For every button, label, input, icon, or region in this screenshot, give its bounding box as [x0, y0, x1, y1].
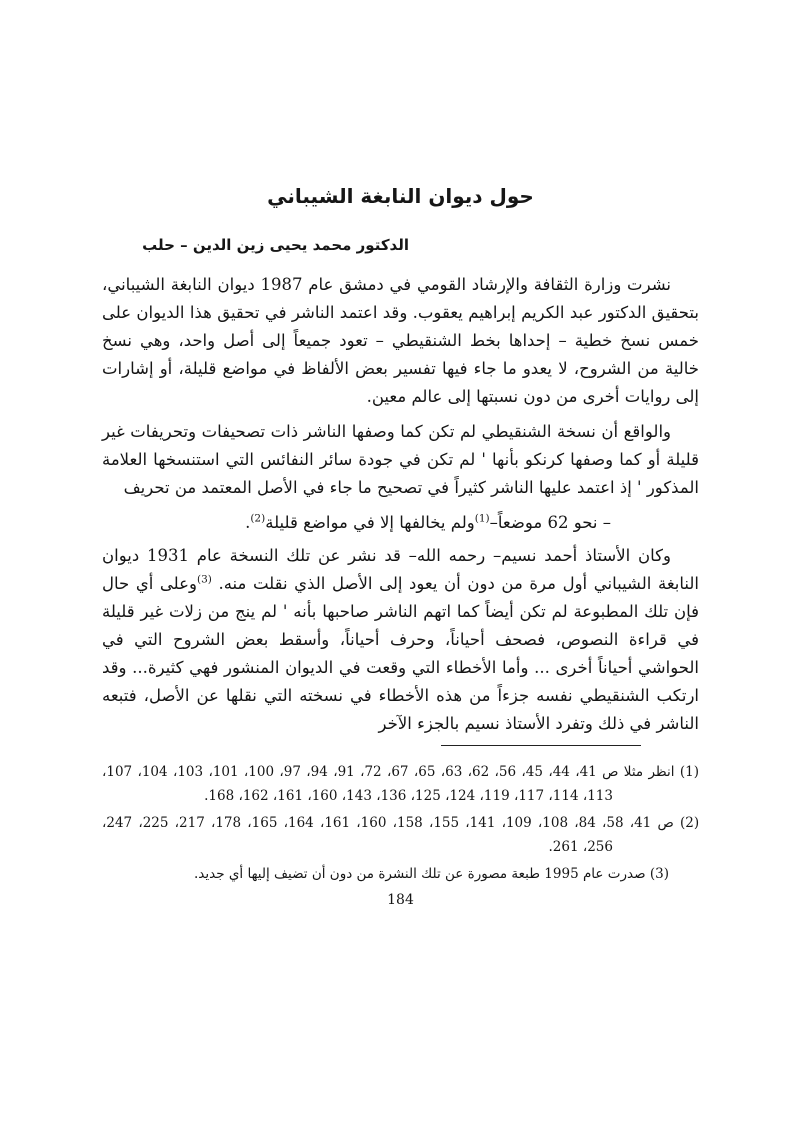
- footnote-separator: [441, 745, 641, 746]
- page-title: حول ديوان النابغة الشيباني: [267, 184, 534, 208]
- footnote-ref: (1): [474, 512, 490, 525]
- body-paragraph: نشرت وزارة الثقافة والإرشاد القومي في دمشق عام 1987 ديوان النابغة الشيباني، بتحقيق الدكتور عبد الكريم إبراهيم يعقوب. وقد اعتمد الناشر في تحقيق هذا الديوان على خمس نسخ خطية – إحداها بخط الشنقيطي – تعود جميعاً إلى أصل واحد، وهي نسخ خالية من الشروح، لا يعدو ما جاء فيها تفسير بعض الألفاظ في مواضع قليلة، أو إشارات إلى روايات أخرى من دون نسبتها إلى عالم معين.: [102, 275, 699, 406]
- footnote-text: ص 41، 58، 84، 108، 109، 141، 155، 158، 160، 161، 164، 165، 178، 217، 225، 247، 256، 261.: [102, 815, 680, 855]
- footnote-text: انظر مثلا ص 41، 44، 45، 56، 62، 63، 65، 67، 72، 91، 94، 97، 100، 101، 103، 104، 107، 113، 114، 117، 119، 124، 125، 136، 143، 160، 161، 162، 168.: [102, 764, 680, 804]
- body-paragraph: والواقع أن نسخة الشنقيطي لم تكن كما وصفها الناشر ذات تصحيفات وتحريفات غير قليلة أو كما وصفها كرنكو بأنها ' لم تكن في جودة سائر النفائس التي استنسخها العلامة المذكور ' إذ اعتمد عليها الناشر كثيراً في تصحيح ما جاء في الأصل المعتمد من تحريف: [102, 422, 699, 497]
- article-body: [102, 271, 699, 738]
- footnote-text: صدرت عام 1995 طبعة مصورة عن تلك النشرة من دون أن تضيف إليها أي جديد.: [194, 866, 650, 882]
- footnotes-section: [102, 760, 699, 886]
- footnote-marker: (3): [649, 866, 669, 882]
- footnote-ref: (3): [196, 573, 212, 586]
- page-content: [102, 183, 699, 908]
- footnote-marker: (1): [679, 764, 699, 780]
- footnote-item: [102, 760, 699, 808]
- body-paragraph: وكان الأستاذ أحمد نسيم– رحمه الله– قد نشر عن تلك النسخة عام 1931 ديوان النابغة الشيباني أول مرة من دون أن يعود إلى الأصل الذي نقلت منه. $^{(3)}$وعلى أي حال فإن تلك المطبوعة لم تكن أيضاً كما اتهم الناشر صاحبها بأنه ' لم ينج من زلات غير قليلة في قراءة النصوص، فصحف أحياناً، وحرف أحياناً، وأسقط بعض الشروح التي في الحواشي أحياناً أخرى ... وأما الأخطاء التي وقعت في الديوان المنشور فهي كثيرة... وقد ارتكب الشنقيطي نفسه جزءاً من هذه الأخطاء في نسخته التي نقلها عن الأصل، فتبعه الناشر في ذلك وتفرد الأستاذ نسيم بالجزء الآخر: [102, 546, 699, 733]
- footnote-ref: (2): [250, 512, 266, 525]
- page-number: 184: [387, 892, 414, 908]
- quote-line: – نحو 62 موضعاً–$^{(1)}$ولم يخالفها إلا في مواضع قليلة$^{(2)}$.: [245, 512, 611, 532]
- footnote-item: [102, 811, 699, 859]
- footnote-marker: (2): [679, 815, 700, 831]
- footnote-item: [102, 862, 699, 886]
- author-line: الدكتور محمد يحيى زين الدين – حلب: [142, 236, 409, 254]
